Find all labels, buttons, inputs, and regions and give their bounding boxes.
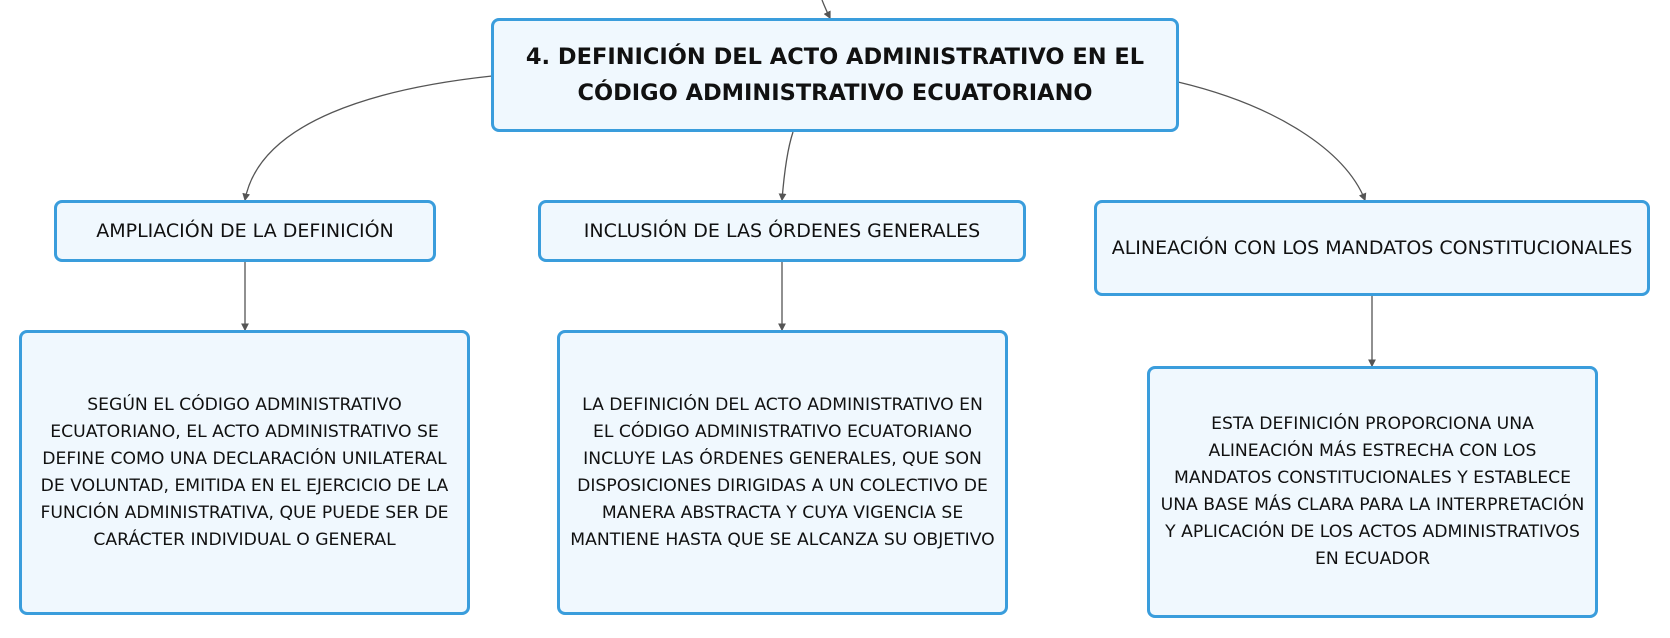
connector-root-to-topic-2 xyxy=(782,132,793,200)
topic-node-alineacion[interactable] xyxy=(1094,200,1650,296)
detail-node-ampliacion[interactable] xyxy=(19,330,470,615)
detail-text-inclusion: LA DEFINICIÓN DEL ACTO ADMINISTRATIVO EN EL CÓDIGO ADMINISTRATIVO ECUATORIANO INCLUYE LAS ÓRDENES GENERALES, QUE SON DISPOSICIONES DIRIGIDAS A UN COLECTIVO DE MANERA ABSTRACTA Y CUYA VIGENCIA SE MANTIENE HASTA QUE SE ALCANZA SU OBJETIVO xyxy=(570,394,995,550)
topic-text-ampliacion: AMPLIACIÓN DE LA DEFINICIÓN xyxy=(96,220,394,242)
topic-text-alineacion: ALINEACIÓN CON LOS MANDATOS CONSTITUCIONALES xyxy=(1111,237,1633,259)
topic-node-inclusion[interactable] xyxy=(538,200,1026,262)
connector-root-to-topic-1 xyxy=(245,76,492,200)
central-topic-node[interactable] xyxy=(491,18,1179,132)
connector-parent-to-root xyxy=(822,0,830,18)
connector-root-to-topic-3 xyxy=(1178,82,1365,200)
detail-node-inclusion[interactable] xyxy=(557,330,1008,615)
central-topic-text: 4. DEFINICIÓN DEL ACTO ADMINISTRATIVO EN EL CÓDIGO ADMINISTRATIVO ECUATORIANO xyxy=(525,44,1145,106)
topic-text-inclusion: INCLUSIÓN DE LAS ÓRDENES GENERALES xyxy=(583,220,981,242)
detail-node-alineacion[interactable] xyxy=(1147,366,1598,618)
topic-node-ampliacion[interactable] xyxy=(54,200,436,262)
detail-text-alineacion: ESTA DEFINICIÓN PROPORCIONA UNA ALINEACIÓN MÁS ESTRECHA CON LOS MANDATOS CONSTITUCIONALES Y ESTABLECE UNA BASE MÁS CLARA PARA LA INTERPRETACIÓN Y APLICACIÓN DE LOS ACTOS ADMINISTRATIVOS EN ECUADOR xyxy=(1160,414,1585,569)
detail-text-ampliacion: SEGÚN EL CÓDIGO ADMINISTRATIVO ECUATORIANO, EL ACTO ADMINISTRATIVO SE DEFINE COMO UNA DECLARACIÓN UNILATERAL DE VOLUNTAD, EMITIDA EN EL EJERCICIO DE LA FUNCIÓN ADMINISTRATIVA, QUE PUEDE SER DE CARÁCTER INDIVIDUAL O GENERAL xyxy=(40,394,449,550)
